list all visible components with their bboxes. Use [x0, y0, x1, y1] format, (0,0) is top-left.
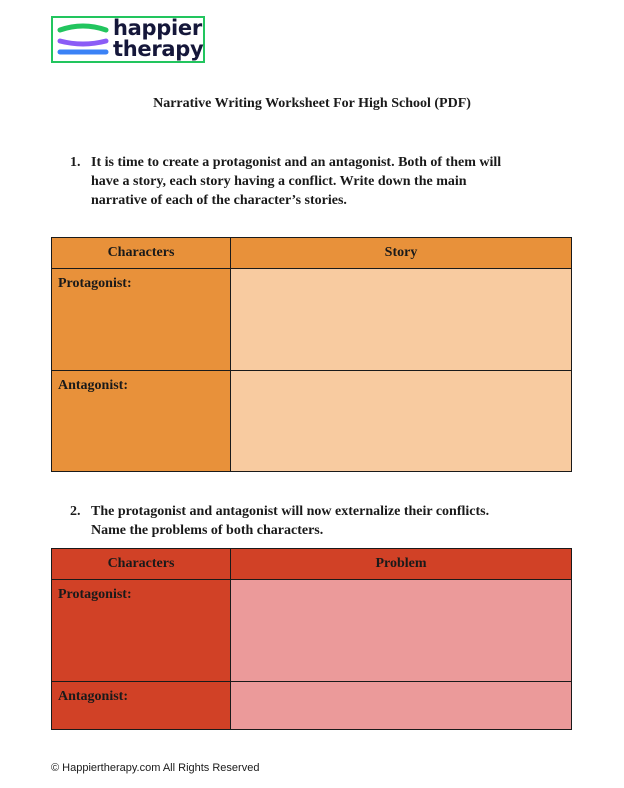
question-1-text — [91, 153, 501, 210]
column-header-story: Story — [231, 238, 572, 269]
table-row — [52, 371, 572, 472]
row-label-antagonist: Antagonist: — [52, 682, 231, 730]
column-header-characters: Characters — [52, 238, 231, 269]
logo-wave-icon — [56, 23, 110, 59]
happier-therapy-logo — [51, 16, 205, 63]
question-1-line: narrative of each of the character’s stories. — [91, 193, 347, 208]
worksheet-title: Narrative Writing Worksheet For High School (PDF) — [153, 96, 471, 111]
question-2-number: 2. — [70, 504, 81, 519]
question-1-line: have a story, each story having a conflict. Write down the main — [91, 174, 467, 189]
protagonist-story-cell[interactable] — [231, 269, 572, 371]
problem-table — [51, 548, 572, 730]
question-1-line: It is time to create a protagonist and an antagonist. Both of them will — [91, 155, 502, 170]
table-row — [52, 269, 572, 371]
antagonist-story-cell[interactable] — [231, 371, 572, 472]
row-label-protagonist: Protagonist: — [52, 580, 231, 682]
column-header-characters: Characters — [52, 549, 231, 580]
question-2-line: The protagonist and antagonist will now externalize their conflicts. — [91, 504, 490, 519]
row-label-protagonist: Protagonist: — [52, 269, 231, 371]
logo-wordmark — [113, 18, 203, 60]
table-row — [52, 580, 572, 682]
table-row — [52, 682, 572, 730]
logo-line-1: happier — [113, 16, 202, 40]
antagonist-problem-cell[interactable] — [231, 682, 572, 730]
question-2-text — [91, 502, 489, 540]
question-1-number: 1. — [70, 155, 81, 170]
table-header-row — [52, 238, 572, 269]
story-table — [51, 237, 572, 472]
protagonist-problem-cell[interactable] — [231, 580, 572, 682]
logo-line-2: therapy — [113, 37, 204, 61]
column-header-problem: Problem — [231, 549, 572, 580]
question-2-line: Name the problems of both characters. — [91, 523, 324, 538]
copyright-footer: © Happiertherapy.com All Rights Reserved — [51, 762, 260, 774]
table-header-row — [52, 549, 572, 580]
row-label-antagonist: Antagonist: — [52, 371, 231, 472]
